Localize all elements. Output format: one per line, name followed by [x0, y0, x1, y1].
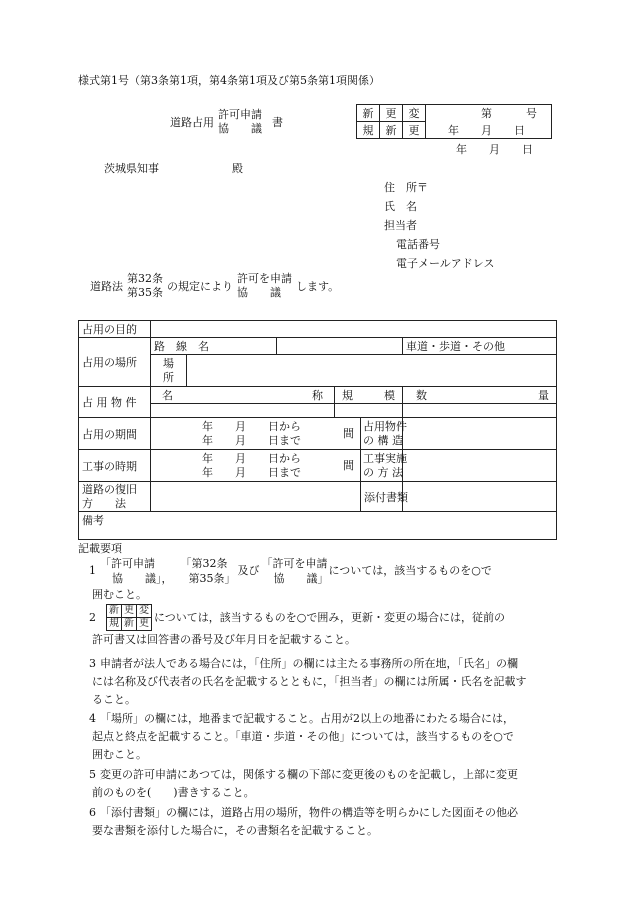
title-option-consult: 協 議 — [218, 122, 262, 135]
application-type-box — [356, 104, 552, 139]
place-label-top: 場 — [163, 356, 174, 370]
note-1-and: 及び — [237, 564, 260, 577]
note-1-opt-a-top: 「許可申請 — [100, 557, 155, 570]
attachments-label: 添付書類 — [361, 482, 403, 512]
place-label — [151, 355, 187, 387]
form-id: 様式第1号（第3条第1項，第4条第1項及び第5条第1項関係） — [78, 74, 380, 87]
obj-spec-field[interactable] — [335, 404, 403, 418]
note-2-box-upd-bottom: 新 — [122, 618, 137, 631]
purpose-label: 占用の目的 — [79, 321, 151, 338]
note-2-tail: については，該当するものを○で囲み，更新・変更の場合には，従前の — [154, 610, 506, 624]
note-4 — [78, 710, 558, 764]
date-day: 日 — [522, 143, 533, 156]
note-1-opt-c-bottom: 協 議」 — [273, 572, 329, 585]
restore-label — [79, 482, 151, 512]
note-1 — [78, 556, 558, 604]
note-3 — [78, 655, 558, 709]
work-method-bottom: の 方 法 — [363, 465, 403, 479]
remarks-field[interactable] — [79, 512, 557, 540]
form-title — [170, 108, 283, 136]
work-method-label — [361, 450, 407, 482]
date-month: 月 — [489, 143, 500, 156]
obj-name-field[interactable] — [151, 404, 335, 418]
note-2-box-upd-top: 更 — [122, 605, 137, 618]
note-3-line3: ること。 — [92, 693, 136, 706]
period-label: 占用の期間 — [79, 418, 151, 450]
restore-label-top: 道路の復旧 — [82, 482, 137, 496]
note-4-line1: 「場所」の欄には，地番まで記載すること。占用が2以上の地番にわたる場合には， — [100, 712, 514, 725]
note-5-line2: 前のものを( )書きすること。 — [92, 786, 255, 799]
cb-chg-top[interactable]: 変 — [403, 105, 426, 122]
cb-go: 号 — [526, 107, 537, 121]
cb-upd-bottom[interactable]: 新 — [380, 122, 403, 139]
obj-name-h2: 称 — [312, 389, 323, 402]
statement-law: 道路法 — [90, 280, 123, 293]
note-1-opt-a-bottom: 協 議」， — [112, 572, 173, 585]
statement-end: します。 — [296, 280, 340, 293]
note-1-opt-c-top: 「許可を申請 — [261, 557, 328, 570]
note-2 — [78, 604, 558, 649]
note-6 — [78, 804, 558, 840]
purpose-field[interactable] — [151, 321, 557, 338]
cb-number[interactable] — [426, 105, 552, 122]
route-field[interactable] — [277, 338, 403, 355]
obj-qty-field[interactable] — [403, 404, 557, 418]
work-period-field[interactable] — [151, 450, 361, 482]
cb-new-top[interactable]: 新 — [357, 105, 380, 122]
statement-opt-apply: 許可を申請 — [237, 272, 292, 285]
occupancy-table — [78, 320, 557, 540]
note-5-line1: 変更の許可申請にあつては，関係する欄の下部に変更後のものを記載し，上部に変更 — [100, 768, 518, 781]
note-6-num: 6 — [89, 806, 96, 819]
cb-year: 年 — [448, 123, 459, 137]
place-label-bottom: 所 — [163, 370, 174, 384]
note-3-line2: には名称及び代表者の氏名を記載するとともに，「担当者」の欄には所属・氏名を記載す — [92, 675, 527, 688]
note-1-line2: 囲むこと。 — [92, 588, 147, 601]
obj-spec-header — [335, 387, 403, 404]
addressee-honorific: 殿 — [232, 162, 243, 175]
attachments-field[interactable] — [403, 482, 557, 512]
object-label: 占 用 物 件 — [79, 387, 151, 418]
note-3-line1: 申請者が法人である場合には，「住所」の欄には主たる事務所の所在地，「氏名」の欄 — [100, 657, 518, 670]
note-2-line2: 許可書又は回答書の番号及び年月日を記載すること。 — [92, 633, 356, 646]
applicant-contact[interactable]: 担当者 — [384, 219, 417, 232]
note-2-box-chg-top: 変 — [137, 605, 152, 618]
period-field[interactable] — [151, 418, 361, 450]
title-option-apply: 許可申請 — [218, 108, 262, 121]
cb-new-bottom[interactable]: 規 — [357, 122, 380, 139]
date-year: 年 — [456, 143, 467, 156]
remarks-label: 備考 — [82, 514, 104, 527]
obj-qty-header — [403, 387, 557, 404]
applicant-address[interactable]: 住 所〒 — [384, 181, 428, 194]
statement-art32: 第32条 — [127, 272, 163, 285]
statement — [90, 272, 339, 300]
statement-mid: の規定により — [167, 280, 233, 293]
statement-art35: 第35条 — [127, 286, 163, 299]
statement-opt-consult: 協 議 — [237, 286, 281, 299]
note-5-num: 5 — [89, 768, 96, 781]
addressee-name: 茨城県知事 — [104, 162, 159, 175]
obj-name-header — [151, 387, 335, 404]
note-1-opt-b-top: 「第32条 — [180, 557, 228, 570]
work-method-field[interactable] — [403, 450, 557, 482]
note-2-box-new-bottom: 規 — [107, 618, 122, 631]
obj-spec-h2: 模 — [384, 389, 395, 402]
title-suffix: 書 — [272, 116, 283, 129]
note-4-line3: 囲むこと。 — [92, 748, 147, 761]
obj-name-h1: 名 — [162, 389, 173, 402]
work-to: 年 月 日まで — [202, 465, 301, 479]
cb-month: 月 — [481, 123, 492, 137]
place-field[interactable] — [187, 355, 557, 387]
work-from: 年 月 日から — [202, 451, 301, 465]
note-4-line2: 起点と終点を記載すること。「車道・歩道・その他」については，該当するものを○で — [92, 730, 514, 743]
note-6-line1: 「添付書類」の欄には，道路占用の場所，物件の構造等を明らかにした図面その他必 — [100, 806, 518, 819]
note-1-opt-b-bottom: 第35条」 — [188, 572, 236, 585]
note-3-num: 3 — [89, 657, 96, 670]
applicant-phone[interactable]: 電話番号 — [396, 238, 440, 251]
cb-chg-bottom[interactable]: 更 — [403, 122, 426, 139]
restore-label-bottom: 方 法 — [82, 496, 126, 510]
application-date[interactable] — [456, 141, 533, 157]
obj-qty-h1: 数 — [416, 389, 427, 402]
note-4-num: 4 — [89, 712, 96, 725]
note-2-box-chg-bottom: 更 — [137, 618, 152, 631]
work-method-top: 工事実施 — [363, 451, 407, 465]
structure-label — [361, 418, 407, 450]
cb-day: 日 — [514, 123, 525, 137]
structure-label-top: 占用物件 — [363, 419, 407, 433]
note-6-line2: 要な書類を添付した場合に，その書類名を記載すること。 — [92, 824, 378, 837]
note-2-box — [106, 604, 152, 631]
note-2-num: 2 — [89, 610, 96, 624]
obj-spec-h1: 規 — [342, 389, 353, 402]
work-between: 間 — [343, 459, 354, 472]
road-type[interactable]: 車道・歩道・その他 — [403, 338, 557, 355]
period-from: 年 月 日から — [202, 419, 301, 433]
cb-upd-top[interactable]: 更 — [380, 105, 403, 122]
period-to: 年 月 日まで — [202, 433, 301, 447]
structure-label-bottom: の 構 造 — [363, 433, 403, 447]
route-label: 路 線 名 — [151, 338, 277, 355]
notes-title: 記載要項 — [78, 542, 122, 555]
restore-field[interactable] — [151, 482, 361, 512]
note-1-tail: については，該当するものを○で — [328, 564, 492, 577]
work-period-label: 工事の時期 — [79, 450, 151, 482]
note-1-num: 1 — [89, 564, 96, 577]
structure-field[interactable] — [403, 418, 557, 450]
applicant-email[interactable]: 電子メールアドレス — [396, 257, 495, 270]
obj-qty-h2: 量 — [538, 389, 549, 402]
cb-dai: 第 — [481, 107, 492, 121]
applicant-name[interactable]: 氏 名 — [384, 200, 417, 213]
cb-date[interactable] — [426, 122, 552, 139]
location-label: 占用の場所 — [79, 338, 151, 387]
note-2-box-new-top: 新 — [107, 605, 122, 618]
title-prefix: 道路占用 — [170, 116, 214, 129]
note-5 — [78, 766, 558, 802]
period-between: 間 — [343, 427, 354, 440]
